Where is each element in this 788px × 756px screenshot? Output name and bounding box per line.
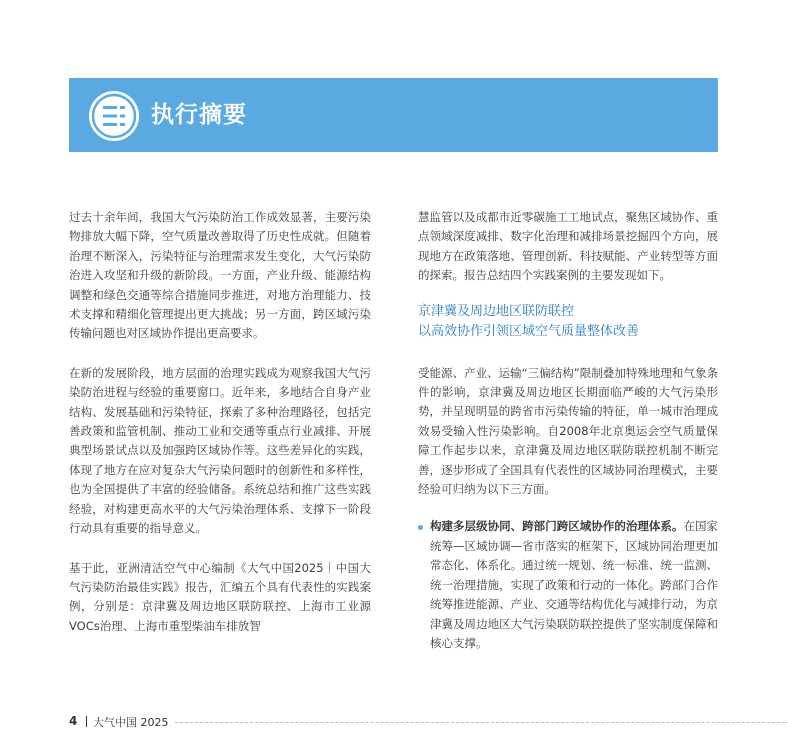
bullet-lead: 构建多层级协同、跨部门跨区域协作的治理体系。 xyxy=(430,519,684,534)
paragraph-local-practice: 在新的发展阶段，地方层面的治理实践成为观察我国大气污染防治进程与经验的重要窗口。近年来，多地结合自身产业结构、发展基础和污染特征，探索了多种治理路径，包括完善政策和监管机制、推动工业和交通等重点行业减排、开展典型场景试点以及加强跨区域协作等。这些差异化的实践，体现了地方在应对复杂大气污染问题时的创新性和多样性，也为全国提供了丰富的经验储备。系统总结和推广这些实践经验，对构建更高水平的大气污染治理体系、支撑下一阶段行动具有重要的指导意义。 xyxy=(69,365,371,536)
page-number: 4 xyxy=(69,714,78,728)
right-column xyxy=(418,208,718,653)
bullet-body: 在国家统筹—区域协调—省市落实的框架下，区域协同治理更加常态化、体系化。通过统一规划、统一标准、统一监测、统一治理措施，实现了政策和行动的一体化。跨部门合作统筹推进能源、产业、交通等结构优化与减排行动，为京津冀及周边地区大气污染联防联控提供了坚实制度保障和核心支撑。 xyxy=(430,519,719,650)
section-banner xyxy=(69,78,718,152)
paragraph-case-context: 受能源、产业、运输“三偏结构”限制叠加特殊地理和气象条件的影响，京津冀及周边地区长期面临严峻的大气污染形势，并呈现明显的跨省市污染传输的特征，单一城市治理成效易受输入性污染影响。自2008年北京奥运会空气质量保障工作起步以来，京津冀及周边地区联防联控机制不断完善，逐步形成了全国具有代表性的区域协同治理模式，主要经验可归纳为以下三方面。 xyxy=(418,365,718,497)
bullet-dot-icon xyxy=(418,525,423,530)
left-column xyxy=(69,208,371,636)
publication-name: 大气中国 2025 xyxy=(93,716,169,729)
page-title: 执行摘要 xyxy=(151,102,247,128)
paragraph-continuation: 慧监管以及成都市近零碳施工工地试点，聚焦区域协作、重点领域深度减排、数字化治理和减排场景挖掘四个方向，展现地方在政策落地、管理创新、科技赋能、产业转型等方面的探索。报告总结四个实践案例的主要发现如下。 xyxy=(418,210,718,283)
paragraph-intro: 过去十余年间，我国大气污染防治工作成效显著，主要污染物排放大幅下降，空气质量改善取得了历史性成就。但随着治理不断深入，污染特征与治理需求发生变化，大气污染防治进入攻坚和升级的新阶段。一方面，产业升级、能源结构调整和绿色交通等综合措施同步推进，对地方治理能力、技术支撑和精细化管理提出更大挑战；另一方面，跨区域污染传输问题也对区域协作提出更高要求。 xyxy=(69,210,371,341)
footer-divider xyxy=(86,716,87,727)
footer-rule xyxy=(175,722,788,723)
paragraph-report-basis: 基于此，亚洲清洁空气中心编制《大气中国2025｜中国大气污染防治最佳实践》报告，汇编五个具有代表性的实践案例，分别是：京津冀及周边地区联防联控、上海市工业源VOCs治理、上海市重型柴油车排放智 xyxy=(69,560,371,633)
case-subheading xyxy=(418,302,718,342)
bullet-item xyxy=(418,517,718,653)
list-icon xyxy=(89,91,139,141)
case-subheading-line2: 以高效协作引领区域空气质量整体改善 xyxy=(418,323,640,339)
page-footer xyxy=(69,714,719,734)
case-subheading-line1: 京津冀及周边地区联防联控 xyxy=(418,303,575,319)
summary-icon-badge xyxy=(89,91,139,141)
